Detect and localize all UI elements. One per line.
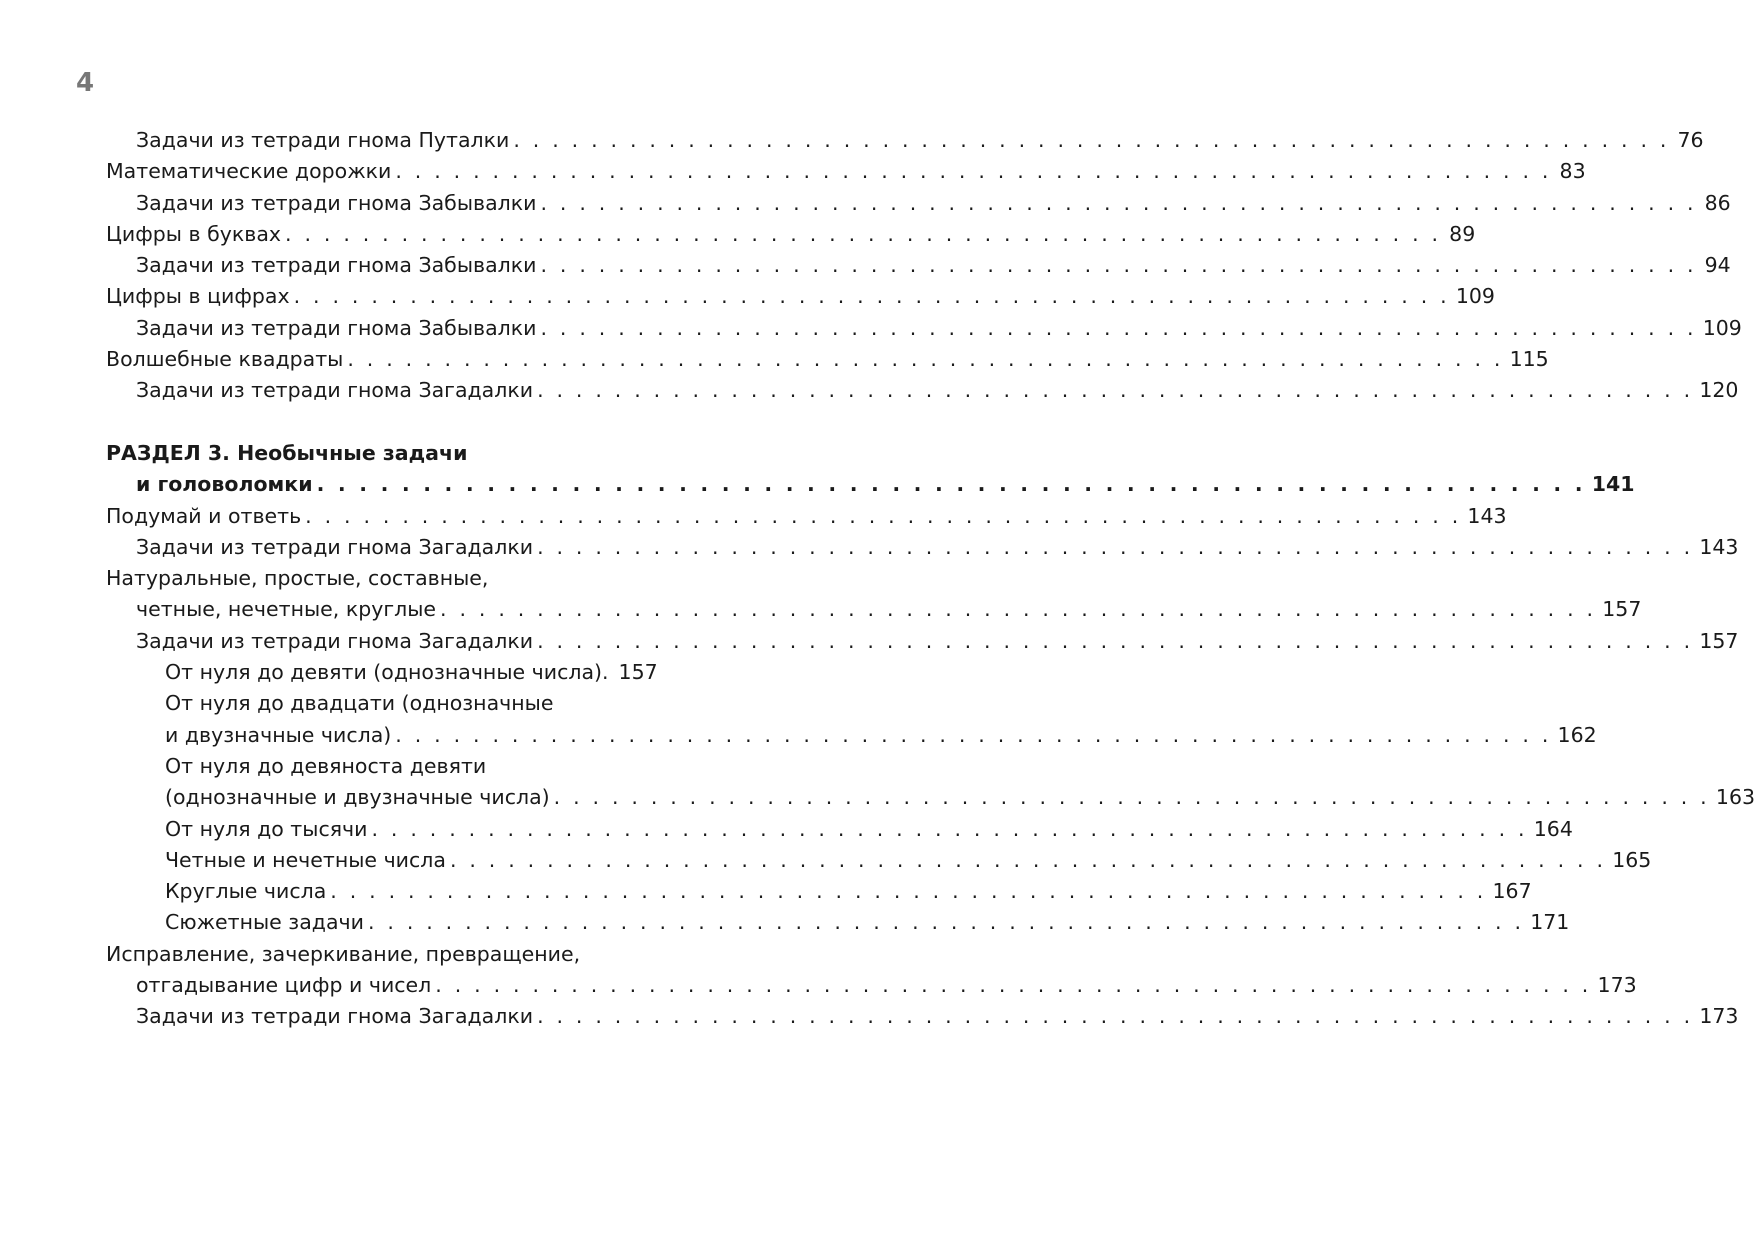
toc-entry-page: 143 (1699, 534, 1739, 559)
toc-entry (106, 438, 636, 469)
toc-entry (106, 720, 1597, 751)
toc-entry (106, 250, 1731, 281)
dot-leader: . . . . . . . . . . . . . . . . . . . . . . . . . . . . . . . . . . . . . . . . . . . . . . . . . . . . . . . . . . . . (293, 284, 1450, 309)
toc-entry-title: Цифры в буквах (106, 221, 282, 246)
toc-entry (106, 1001, 1739, 1032)
toc-entry (106, 876, 1532, 907)
table-of-contents (106, 125, 1755, 1033)
toc-entry (106, 313, 1742, 344)
toc-entry-page: 76 (1677, 128, 1704, 152)
dot-leader: . . . . . . . . . . . . . . . . . . . . . . . . . . . . . . . . . . . . . . . . . . . . . . . . . . . . . . . . . . . . (316, 472, 1586, 497)
dot-leader: . . . . . . . . . . . . . . . . . . . . . . . . . . . . . . . . . . . . . . . . . . . . . . . . . . . . . . . . . . . . (395, 159, 1552, 184)
toc-entry-page: 94 (1704, 253, 1731, 278)
toc-entry-page: 109 (1702, 315, 1742, 340)
toc-entry-page: 167 (1492, 879, 1532, 904)
toc-entry-page: 164 (1533, 816, 1573, 841)
toc-entry (106, 594, 1642, 625)
toc-entry-title: РАЗДЕЛ 3. Необычные задачи (106, 440, 468, 465)
toc-entry (106, 657, 658, 688)
dot-leader: . . . . . . . . . . . . . . . . . . . . . . . . . . . . . . . . . . . . . . . . . . . . . . . . . . . . . . . . . . . . (540, 190, 1697, 215)
toc-entry-title: От нуля до тысячи (165, 816, 368, 841)
toc-entry-title: Цифры в цифрах (106, 284, 290, 309)
toc-entry (106, 563, 636, 594)
toc-entry (106, 188, 1731, 219)
toc-entry-page: 83 (1559, 159, 1586, 184)
dot-leader: . . . . . . . . . . . . . . . . . . . . . . . . . . . . . . . . . . . . . . . . . . . . . . . . . . . . . . . . . . . . (553, 785, 1710, 810)
toc-entry (106, 907, 1570, 938)
toc-entry (106, 688, 636, 719)
toc-entry-page: 173 (1699, 1004, 1739, 1029)
toc-entry-title: От нуля до девяноста девяти (165, 753, 487, 778)
toc-entry (106, 469, 1635, 500)
toc-entry-title: Подумай и ответь (106, 503, 302, 528)
dot-leader: . . . . . . . . . . . . . . . . . . . . . . . . . . . . . . . . . . . . . . . . . . . . . . . . . . . . . . . . . . . . (367, 910, 1525, 935)
dot-leader: . . . . . . . . . . . . . . . . . . . . . . . . . . . . . . . . . . . . . . . . . . . . . . . . . . . . . . . . . . . . (285, 221, 1442, 246)
toc-entry-title: Натуральные, простые, составные, (106, 566, 489, 591)
toc-entry-title: Задачи из тетради гнома Загадалки (136, 378, 534, 403)
toc-entry-title: От нуля до двадцати (однозначные (165, 691, 554, 716)
toc-entry (106, 845, 1652, 876)
dot-leader: . . . . . . . . . . . . . . . . . . . . . . . . . . . . . . . . . . . . . . . . . . . . . . . . . . . . . . . . . . . . (540, 315, 1697, 340)
toc-entry-title: Задачи из тетради гнома Забывалки (136, 315, 537, 340)
toc-entry-page: 157 (618, 660, 658, 685)
toc-entry (106, 281, 1495, 312)
dot-leader: . . . . . . . . . . . . . . . . . . . . . . . . . . . . . . . . . . . . . . . . . . . . . . . . . . . . . . . . . . . . (537, 1004, 1694, 1029)
toc-entry (106, 782, 1755, 813)
toc-entry-page: 171 (1530, 910, 1570, 935)
toc-entry-title: Сюжетные задачи (165, 910, 364, 935)
toc-entry-title: Задачи из тетради гнома Загадалки (136, 534, 534, 559)
page-number: 4 (76, 68, 95, 98)
toc-entry-title: От нуля до девяти (однозначные числа). (165, 660, 609, 685)
dot-leader: . . . . . . . . . . . . . . . . . . . . . . . . . . . . . . . . . . . . . . . . . . . . . . . . . . . . . . . . . . . . (395, 722, 1552, 747)
dot-leader: . . . . . . . . . . . . . . . . . . . . . . . . . . . . . . . . . . . . . . . . . . . . . . . . . . . . . . . . . . . . (537, 534, 1694, 559)
toc-entry (106, 156, 1586, 187)
toc-entry-page: 109 (1455, 284, 1495, 309)
toc-entry-page: 162 (1557, 722, 1597, 747)
toc-entry-title: Математические дорожки (106, 159, 392, 184)
toc-entry (106, 751, 636, 782)
toc-entry-title: отгадывание цифр и чисел (136, 973, 432, 998)
toc-entry-page: 141 (1591, 472, 1635, 497)
dot-leader: . . . . . . . . . . . . . . . . . . . . . . . . . . . . . . . . . . . . . . . . . . . . . . . . . . . . . . . . . . . . (371, 816, 1528, 841)
dot-leader: . . . . . . . . . . . . . . . . . . . . . . . . . . . . . . . . . . . . . . . . . . . . . . . . . . . . . . . . . . . . (435, 973, 1592, 998)
toc-entry (106, 125, 1704, 156)
section-gap (106, 407, 636, 438)
dot-leader: . . . . . . . . . . . . . . . . . . . . . . . . . . . . . . . . . . . . . . . . . . . . . . . . . . . . . . . . . . . . (537, 628, 1694, 653)
toc-entry-title: Четные и нечетные числа (165, 847, 446, 872)
toc-entry-page: 157 (1699, 628, 1739, 653)
toc-entry-title: четные, нечетные, круглые (136, 597, 437, 622)
toc-entry-page: 165 (1612, 847, 1652, 872)
toc-entry-title: и головоломки (136, 472, 313, 497)
dot-leader: . . . . . . . . . . . . . . . . . . . . . . . . . . . . . . . . . . . . . . . . . . . . . . . . . . . . . . . . . . . . (305, 503, 1462, 528)
toc-entry-title: Задачи из тетради гнома Забывалки (136, 253, 537, 278)
toc-entry-title: Задачи из тетради гнома Загадалки (136, 628, 534, 653)
toc-entry-page: 120 (1699, 378, 1739, 403)
toc-entry-page: 86 (1704, 190, 1731, 215)
toc-entry-title: Задачи из тетради гнома Загадалки (136, 1004, 534, 1029)
toc-entry-title: Задачи из тетради гнома Путалки (136, 128, 510, 152)
dot-leader: . . . . . . . . . . . . . . . . . . . . . . . . . . . . . . . . . . . . . . . . . . . . . . . . . . . . . . . . . . . . (537, 378, 1694, 403)
dot-leader: . . . . . . . . . . . . . . . . . . . . . . . . . . . . . . . . . . . . . . . . . . . . . . . . . . . . . . . . . . . . (440, 597, 1597, 622)
dot-leader: . . . . . . . . . . . . . . . . . . . . . . . . . . . . . . . . . . . . . . . . . . . . . . . . . . . . . . . . . . . . (513, 128, 1670, 152)
toc-entry-page: 163 (1715, 785, 1755, 810)
dot-leader: . . . . . . . . . . . . . . . . . . . . . . . . . . . . . . . . . . . . . . . . . . . . . . . . . . . . . . . . . . . . (540, 253, 1697, 278)
dot-leader: . . . . . . . . . . . . . . . . . . . . . . . . . . . . . . . . . . . . . . . . . . . . . . . . . . . . . . . . . . . . (347, 347, 1504, 372)
toc-entry-page: 143 (1467, 503, 1507, 528)
toc-entry-title: Задачи из тетради гнома Забывалки (136, 190, 537, 215)
toc-entry (106, 626, 1739, 657)
toc-entry (106, 344, 1549, 375)
toc-entry (106, 814, 1573, 845)
toc-entry (106, 375, 1739, 406)
toc-entry-title: (однозначные и двузначные числа) (165, 785, 550, 810)
toc-entry-title: и двузначные числа) (165, 722, 392, 747)
toc-entry-title: Волшебные квадраты (106, 347, 344, 372)
toc-entry (106, 970, 1637, 1001)
dot-leader: . . . . . . . . . . . . . . . . . . . . . . . . . . . . . . . . . . . . . . . . . . . . . . . . . . . . . . . . . . . . (330, 879, 1487, 904)
toc-entry-page: 89 (1449, 221, 1476, 246)
toc-entry-title: Исправление, зачеркивание, превращение, (106, 941, 581, 966)
toc-entry-page: 157 (1602, 597, 1642, 622)
toc-entry (106, 501, 1507, 532)
toc-entry-title: Круглые числа (165, 879, 327, 904)
dot-leader: . . . . . . . . . . . . . . . . . . . . . . . . . . . . . . . . . . . . . . . . . . . . . . . . . . . . . . . . . . . . (449, 847, 1607, 872)
toc-entry (106, 532, 1739, 563)
toc-entry-page: 115 (1509, 347, 1549, 372)
toc-entry-page: 173 (1597, 973, 1637, 998)
toc-entry (106, 219, 1476, 250)
toc-entry (106, 939, 636, 970)
